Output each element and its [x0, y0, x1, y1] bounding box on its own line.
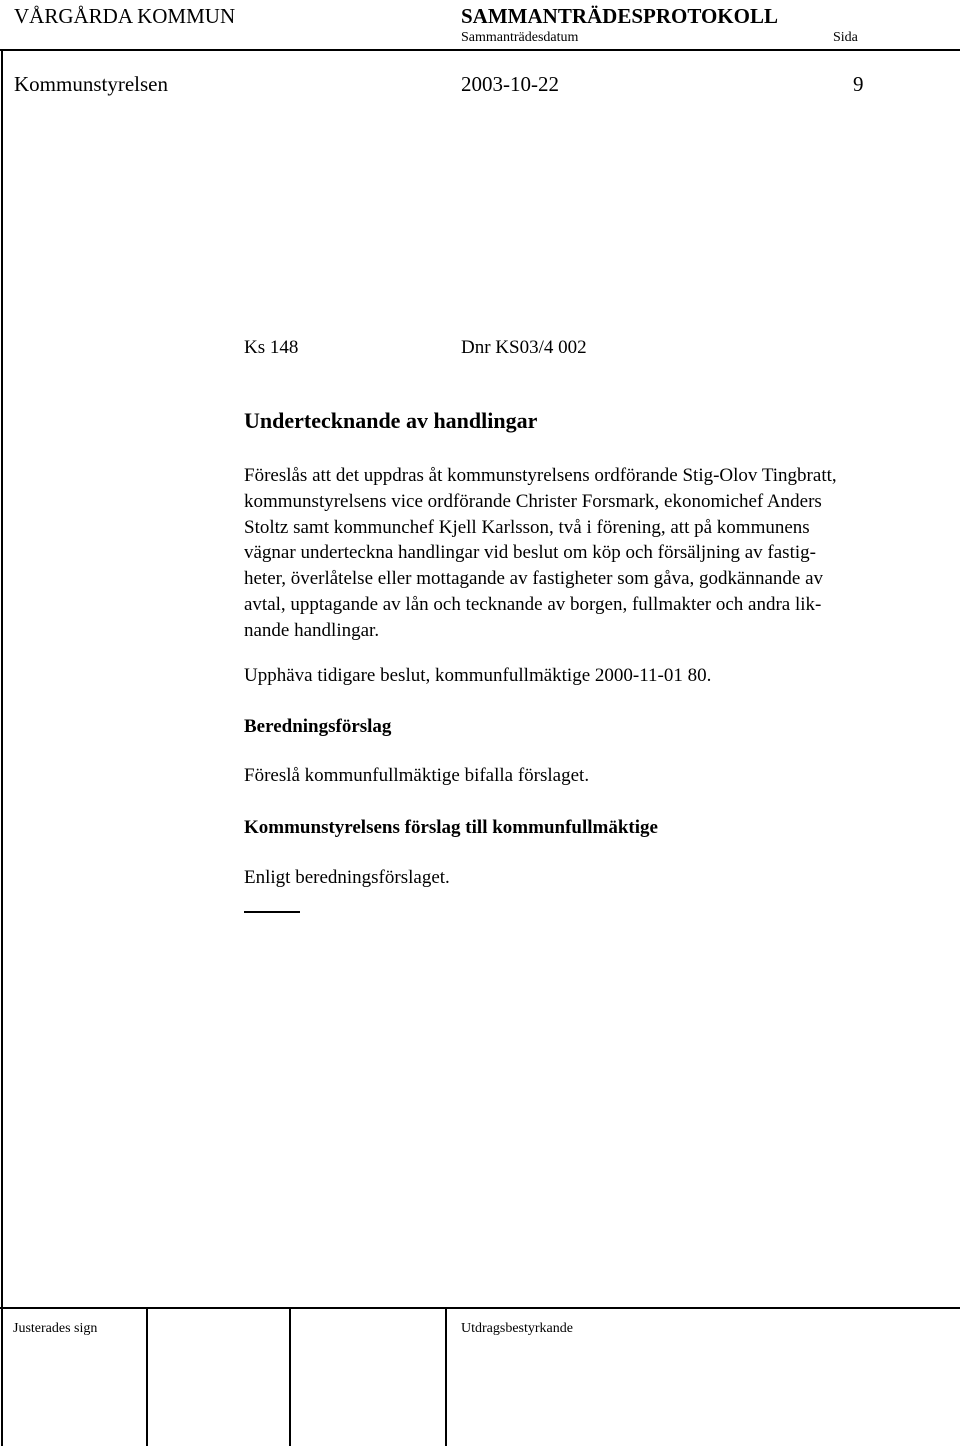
case-number: Dnr KS03/4 002 [461, 337, 587, 358]
preparation-heading: Beredningsförslag [244, 716, 392, 737]
item-title: Undertecknande av handlingar [244, 408, 538, 433]
board-proposal-text: Enligt beredningsförslaget. [244, 867, 450, 888]
meeting-date-label: Sammanträdesdatum [461, 30, 579, 45]
left-margin-border [1, 49, 3, 1446]
organization-name: VÅRGÅRDA KOMMUN [14, 4, 236, 28]
preparation-text: Föreslå kommunfullmäktige bifalla förslaget. [244, 765, 590, 786]
signature-box-divider [146, 1307, 148, 1446]
proposal-line: nande handlingar. [244, 619, 380, 641]
document-type: SAMMANTRÄDESPROTOKOLL [461, 4, 778, 28]
proposal-line: heter, överlåtelse eller mottagande av fastigheter som gåva, godkännande av [244, 568, 824, 590]
meeting-date: 2003-10-22 [461, 72, 559, 96]
proposal-line: kommunstyrelsens vice ordförande Christer Forsmark, ekonomichef Anders [244, 490, 822, 512]
footer-divider [0, 1307, 960, 1309]
extract-certification-label: Utdragsbestyrkande [461, 1321, 573, 1336]
proposal-line: Föreslås att det uppdras åt kommunstyrelsens ordförande Stig-Olov Tingbratt, [244, 465, 837, 486]
body-name: Kommunstyrelsen [14, 72, 168, 96]
paragraph-reference: Ks 148 [244, 337, 299, 358]
signature-box-divider [445, 1307, 447, 1446]
board-proposal-heading: Kommunstyrelsens förslag till kommunfullmäktige [244, 817, 658, 838]
proposal-line: vägnar underteckna handlingar vid beslut om köp och försäljning av fastig- [244, 542, 816, 564]
section-end-rule [244, 911, 300, 913]
proposal-paragraph [244, 463, 912, 644]
signature-box-divider [289, 1307, 291, 1446]
header-divider [0, 49, 960, 51]
repeal-text: Upphäva tidigare beslut, kommunfullmäktige 2000-11-01 80. [244, 665, 712, 686]
proposal-line: Stoltz samt kommunchef Kjell Karlsson, två i förening, att på kommunens [244, 516, 810, 538]
proposal-line: avtal, upptagande av lån och tecknande av borgen, fullmakter och andra lik- [244, 593, 822, 615]
page-number: 9 [853, 72, 864, 96]
page-label: Sida [833, 30, 858, 45]
verified-signature-label: Justerades sign [13, 1321, 98, 1336]
